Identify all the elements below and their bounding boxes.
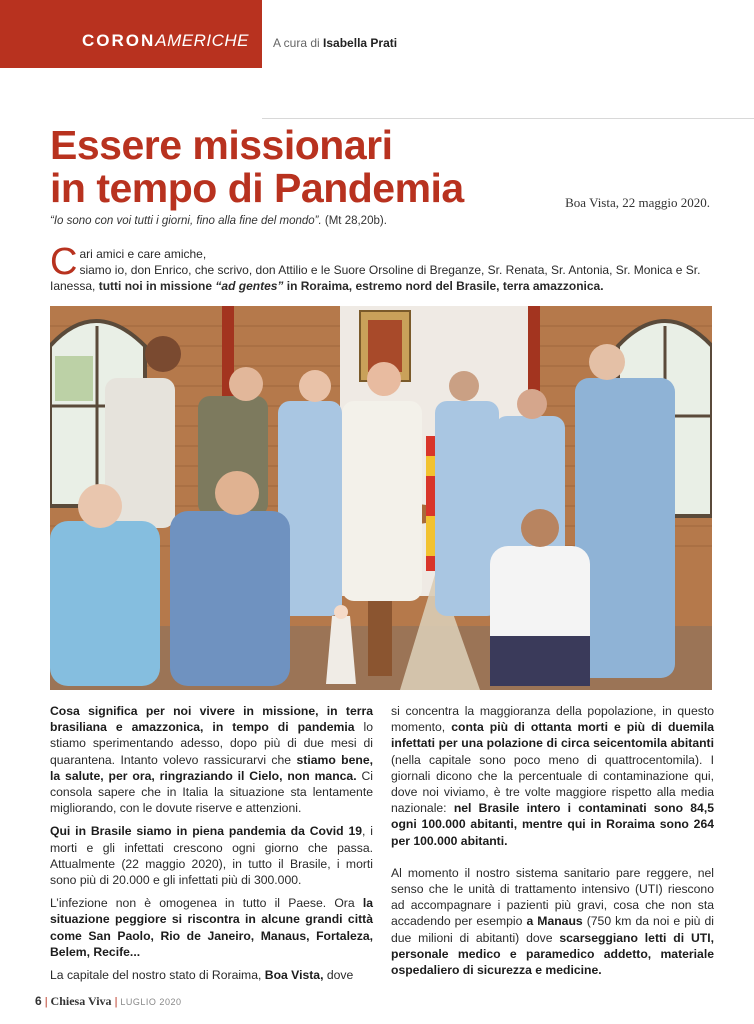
- curator-line: [273, 36, 397, 50]
- curator-name: Isabella Prati: [323, 36, 398, 50]
- left-p2-text: , i morti e gli infettati crescono ogni giorno che passa. Attualmente (22 maggio 2020), in tutto il Brasile, i morti sono più di 20.000 e gli infettati più di 300.000.: [50, 824, 373, 888]
- magazine-name: Chiesa Viva: [50, 994, 112, 1008]
- intro-paragraph: [50, 241, 712, 294]
- right-p2-text: Al momento il nostro sistema sanitario pare reggere, nel senso che le unità di trattamento intensivo (UTI) riescono ad accompagnare i pazienti più gravi, cosa che non sta accadendo per esempio: [391, 865, 714, 929]
- right-p1-bold2: nel Brasile intero i contaminati sono 84,5 ogni 100.000 abitanti, mentre qui in Roraima sono 264 per 100.000 abitanti.: [391, 801, 715, 848]
- page-number: 6: [35, 994, 42, 1008]
- left-paragraph-4: [50, 967, 373, 983]
- left-paragraph-2: [50, 823, 373, 888]
- right-p2-text2: (750 km da noi e più di due milioni di abitanti) dove: [391, 914, 714, 945]
- left-p3-bold: la situazione peggiore si riscontra in alcune grandi città come San Paolo, Rio de Janeiro, Manaus, Fortaleza, Belem, Recife...: [50, 896, 373, 959]
- epigraph-quote: [50, 215, 387, 227]
- drop-cap: C: [50, 241, 78, 283]
- left-p1-bold: Cosa significa per noi vivere in missione, in terra brasiliana e amazzonica, in tempo di pandemia: [50, 704, 373, 735]
- right-column: [391, 703, 714, 985]
- quote-reference: (Mt 28,20b).: [324, 215, 387, 227]
- left-p1-text: lo stiamo sperimentando adesso, dopo più di due mesi di quarantena. Intanto volevo rassicurarvi che: [50, 720, 373, 767]
- intro-bold-2: in Roraima, estremo nord del Brasile, terra amazzonica.: [286, 279, 604, 293]
- right-p1-text2: (nella capitale sono poco meno di quattrocentomila). I giornali dicono che la percentuale di contaminazione qui, dove noi viviamo, è tre volte maggiore rispetto alla media nazionale:: [391, 752, 714, 816]
- page-footer: [35, 994, 181, 1009]
- group-photo: [50, 306, 712, 690]
- right-p1-text: si concentra la maggioranza della popolazione, in questo momento,: [391, 704, 714, 735]
- left-paragraph-1: [50, 703, 373, 816]
- right-p1-bold: conta più di ottanta morti e più di duemila infettati per una polazione di circa seicentomila abitanti: [391, 720, 715, 751]
- right-p2-bold: a Manaus: [526, 914, 583, 929]
- left-p1-text2: Ci consola sapere che in Italia la situazione sta lentamente migliorando, con le dovute riserve e attenzioni.: [50, 768, 373, 816]
- title-line-2: in tempo di Pandemia: [50, 165, 464, 211]
- issue-date: LUGLIO 2020: [120, 997, 182, 1007]
- section-label-light: AMERICHE: [155, 31, 250, 50]
- curator-prefix: A cura di: [273, 36, 320, 50]
- left-p1-bold2: stiamo bene, la salute, per ora, ringraziando il Cielo, non manca.: [50, 752, 374, 783]
- right-paragraph-1: [391, 703, 714, 849]
- title-line-1: Essere missionari: [50, 122, 393, 168]
- dateline: Boa Vista, 22 maggio 2020.: [565, 195, 710, 210]
- left-p2-bold: Qui in Brasile siamo in piena pandemia da Covid 19: [50, 824, 363, 839]
- footer-separator-1: |: [44, 996, 48, 1008]
- left-column: [50, 703, 373, 990]
- intro-italic: “ad gentes”: [215, 279, 284, 293]
- section-label: [82, 31, 249, 51]
- intro-salutation: ari amici e care amiche,: [79, 247, 207, 261]
- article-title: [50, 124, 464, 210]
- quote-text: “Io sono con voi tutti i giorni, fino alla fine del mondo”.: [50, 215, 322, 227]
- left-p3-text: L’infezione non è omogenea in tutto il Paese. Ora: [50, 896, 355, 911]
- right-p2-bold2: scarseggiano letti di UTI, personale medico e paramedico addetto, materiale ospedaliero di sicurezza e medicine.: [391, 930, 714, 978]
- header-rule: [262, 118, 754, 119]
- footer-separator-2: |: [114, 996, 118, 1008]
- left-paragraph-3: [50, 895, 373, 960]
- left-p4-bold: Boa Vista,: [264, 968, 324, 983]
- left-p4-text: La capitale del nostro stato di Roraima,: [50, 968, 262, 983]
- intro-text: siamo io, don Enrico, che scrivo, don Attilio e le Suore Orsoline di Breganze, Sr. Renata, Sr. Antonia, Sr. Monica e Sr. Ianessa,: [50, 263, 701, 293]
- left-p4-text2: dove: [326, 968, 354, 983]
- section-label-bold: CORON: [82, 31, 156, 50]
- intro-bold-1: tutti noi in missione: [98, 279, 213, 293]
- right-paragraph-2: [391, 865, 714, 978]
